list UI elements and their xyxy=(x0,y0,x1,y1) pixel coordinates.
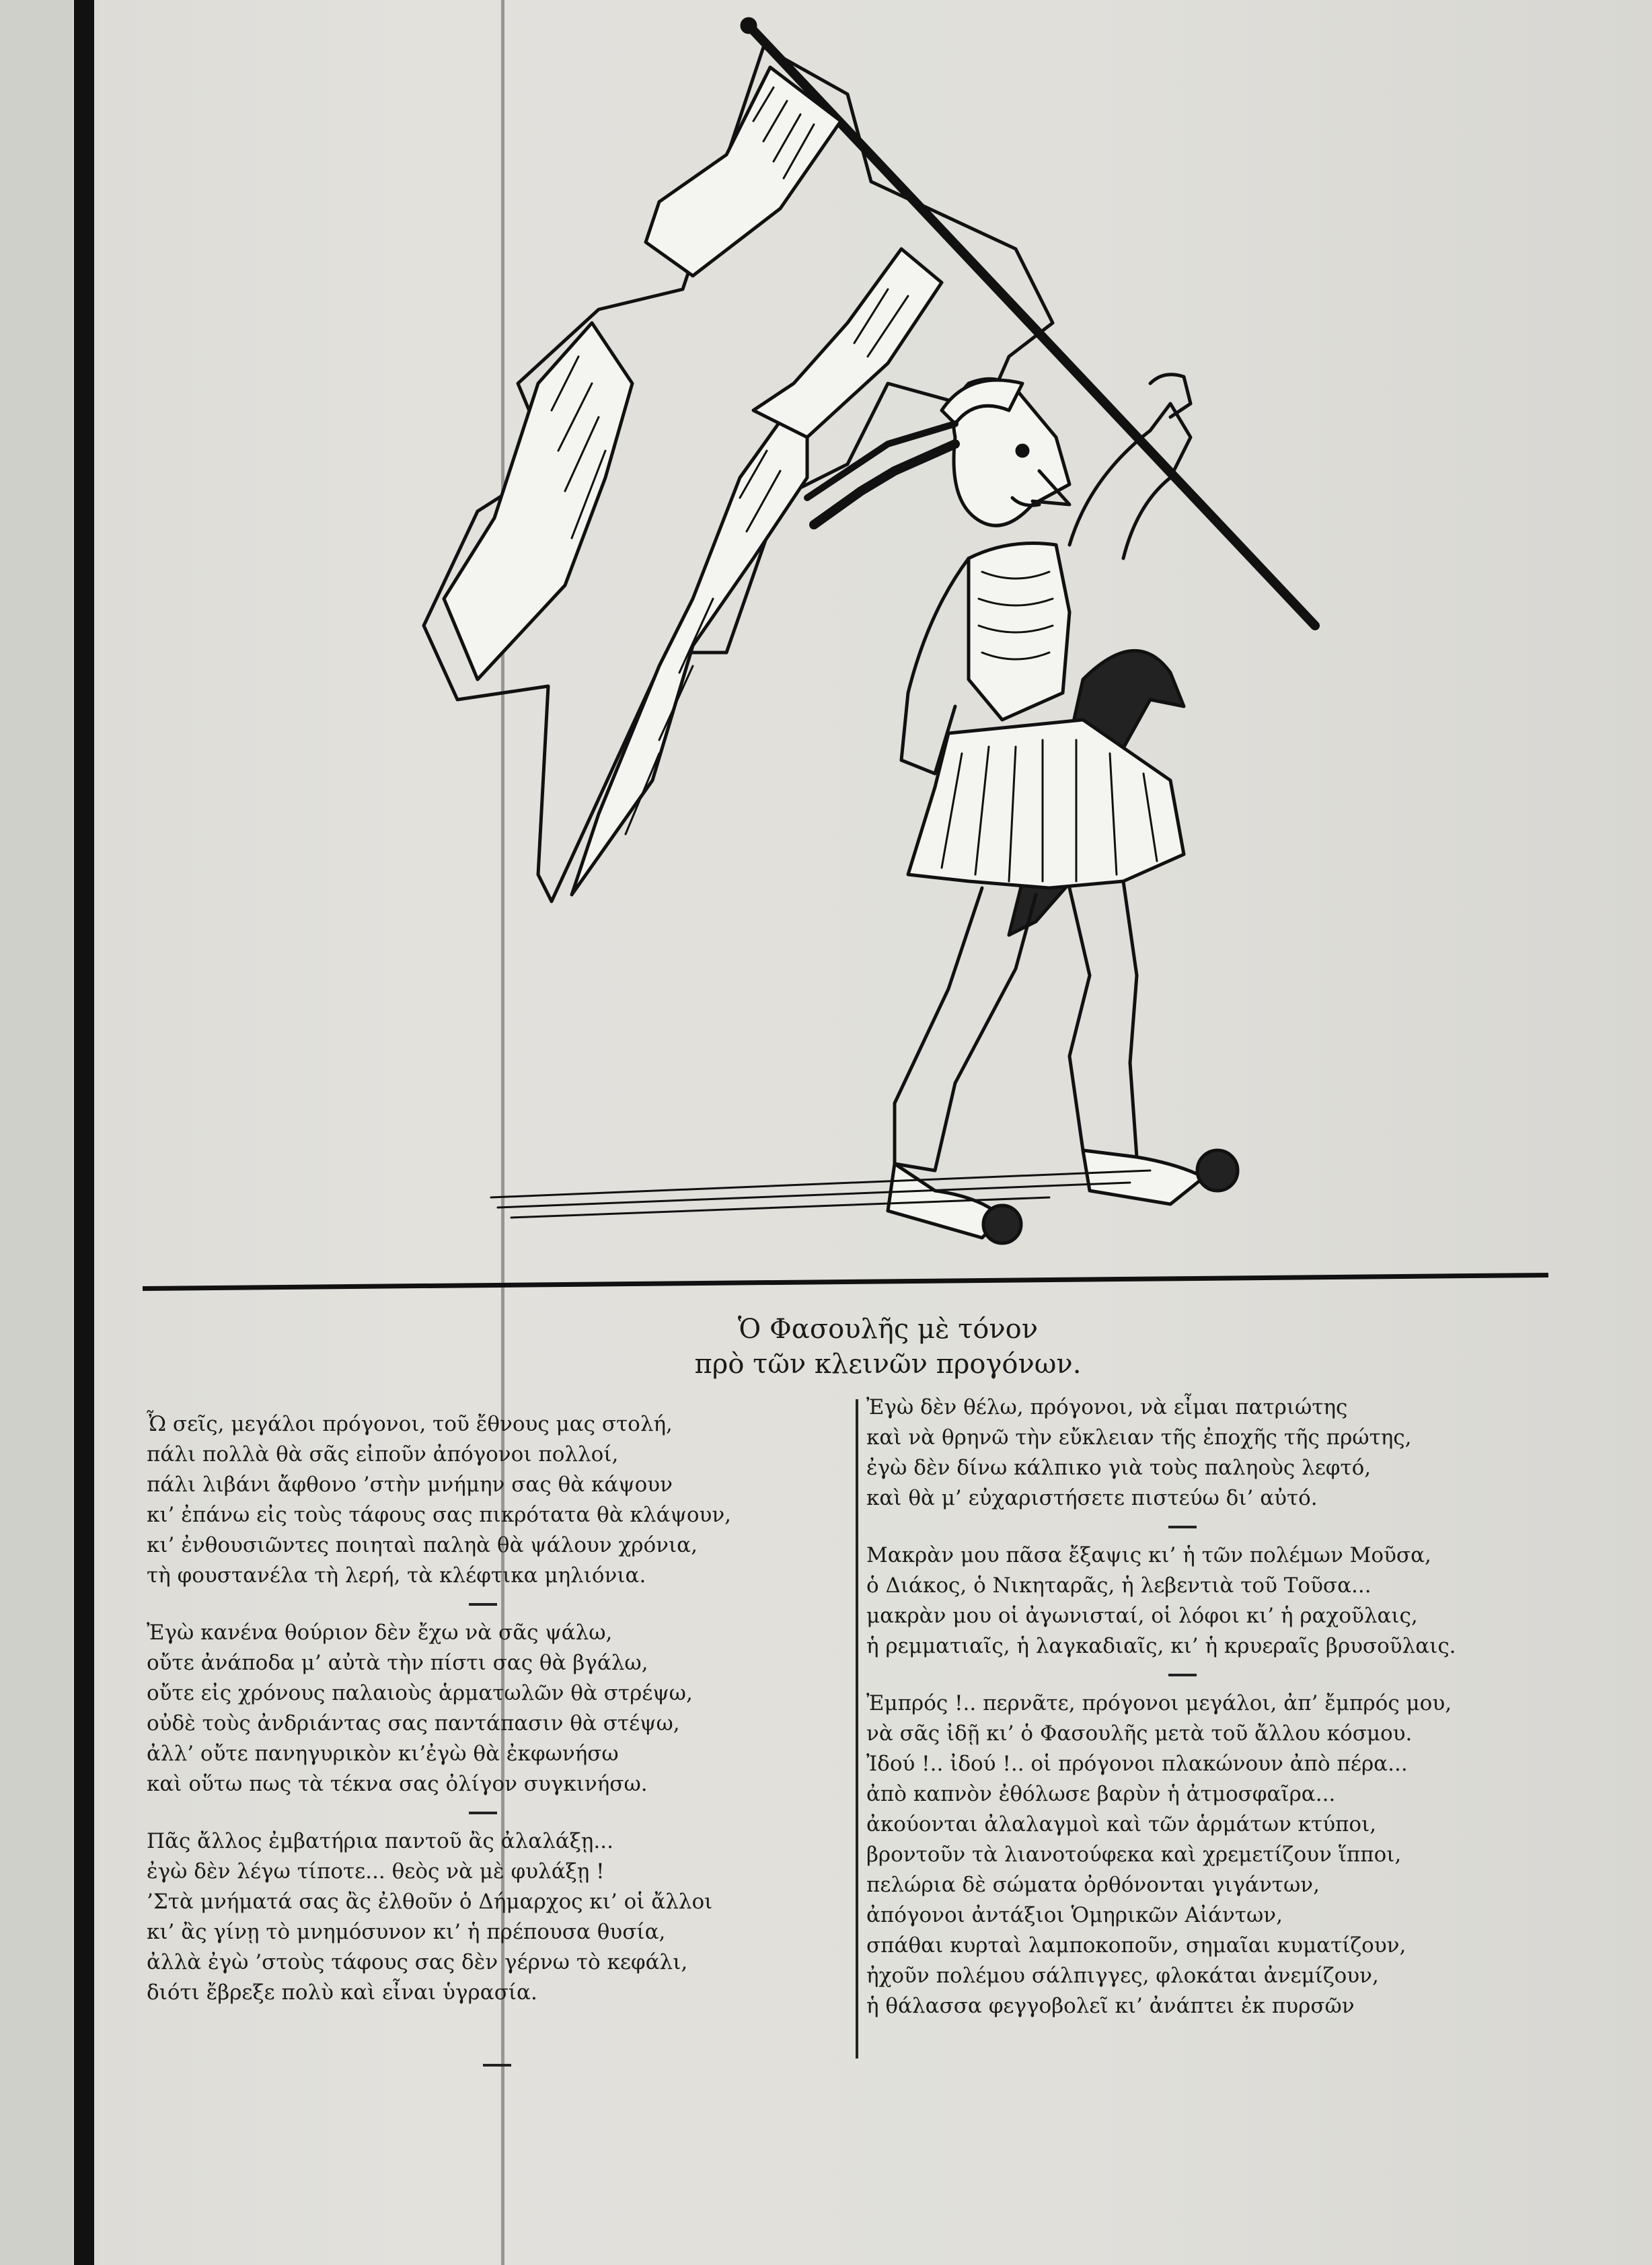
verse-line: τὴ φουστανέλα τὴ λερή, τὰ κλέφτικα μηλιόνια. xyxy=(147,1563,646,1588)
verse-line: Ἐγὼ κανένα θούριον δὲν ἔχω νὰ σᾶς ψάλω, xyxy=(147,1621,613,1645)
verse-line: Ἰδού !.. ἰδού !.. οἱ πρόγονοι πλακώνουν ἀπὸ πέρα... xyxy=(866,1752,1408,1776)
verse-line: πάλι λιβάνι ἄφθονο ’στὴν μνήμην σας θὰ κάψουν xyxy=(147,1473,673,1497)
stanza xyxy=(866,1393,1499,1514)
verse-line: ὁ Διάκος, ὁ Νικηταρᾶς, ἡ λεβεντιὰ τοῦ Τοῦσα... xyxy=(866,1573,1372,1598)
verse-line: ’Στὰ μνήματά σας ἂς ἐλθοῦν ὁ Δήμαρχος κι’ οἱ ἄλλοι xyxy=(147,1890,713,1914)
section-rule xyxy=(143,1273,1548,1291)
fustanella xyxy=(908,720,1184,888)
verse-line: οὔτε εἰς χρόνους παλαιοὺς ἁρματωλῶν θὰ στρέψω, xyxy=(147,1681,693,1705)
verse-line: ἐγὼ δὲν λέγω τίποτε... θεὸς νὰ μὲ φυλάξῃ ! xyxy=(147,1859,605,1884)
verse-line: διότι ἔβρεξε πολὺ καὶ εἶναι ὑγρασία. xyxy=(147,1980,537,2005)
tsarouchi-right xyxy=(1083,1150,1204,1204)
caption xyxy=(592,1312,1184,1382)
stanza-separator xyxy=(866,1662,1499,1688)
verse-line: Ἐγὼ δὲν θέλω, πρόγονοι, νὰ εἶμαι πατριώτης xyxy=(866,1395,1348,1419)
verse-line: ἀπόγονοι ἀντάξιοι Ὁμηρικῶν Αἰάντων, xyxy=(866,1903,1283,1927)
poem-left-column xyxy=(147,1409,819,2008)
verse-line: Ἐμπρός !.. περνᾶτε, πρόγονοι μεγάλοι, ἀπ’ ἔμπρός μου, xyxy=(866,1691,1452,1715)
verse-line: οὐδὲ τοὺς ἀνδριάντας σας παντάπασιν θὰ στέψω, xyxy=(147,1711,680,1736)
verse-line: σπάθαι κυρταὶ λαμποκοποῦν, σημαῖαι κυματίζουν, xyxy=(866,1933,1406,1958)
verse-line: καὶ οὕτω πως τὰ τέκνα σας ὀλίγον συγκινήσω. xyxy=(147,1772,648,1796)
caption-line-2: πρὸ τῶν κλεινῶν προγόνων. xyxy=(694,1349,1082,1380)
column-divider xyxy=(856,1399,858,2058)
verse-line: ἡ θάλασσα φεγγοβολεῖ κι’ ἀνάπτει ἐκ πυρσῶν xyxy=(866,1994,1355,2018)
poem-right-column xyxy=(866,1393,1499,2021)
stanza xyxy=(866,1688,1499,2021)
verse-line: ἀκούονται ἀλαλαγμοὶ καὶ τῶν ἁρμάτων κτύποι, xyxy=(866,1812,1377,1836)
stanza-separator xyxy=(147,1799,819,1826)
verse-line: κι’ ἐνθουσιῶντες ποιηταὶ παληὰ θὰ ψάλουν χρόνια, xyxy=(147,1533,698,1557)
verse-line: καὶ θὰ μ’ εὐχαριστήσετε πιστεύω δι’ αὐτό. xyxy=(866,1486,1318,1510)
verse-line: Πᾶς ἄλλος ἐμβατήρια παντοῦ ἂς ἀλαλάξῃ... xyxy=(147,1829,613,1853)
verse-line: ἀπὸ καπνὸν ἐθόλωσε βαρὺν ἡ ἀτμοσφαῖρα... xyxy=(866,1782,1336,1806)
verse-line: νὰ σᾶς ἰδῇ κι’ ὁ Φασουλῆς μετὰ τοῦ ἄλλου κόσμου. xyxy=(866,1721,1413,1746)
verse-line: μακρὰν μου οἱ ἀγωνισταί, οἱ λόφοι κι’ ἡ ραχοῦλαις, xyxy=(866,1604,1418,1628)
fasoulis-flag-illustration xyxy=(377,7,1345,1265)
verse-line: κι’ ἂς γίνῃ τὸ μνημόσυνον κι’ ἡ πρέπουσα θυσία, xyxy=(147,1920,666,1944)
verse-line: πελώρια δὲ σώματα ὀρθόνονται γιγάντων, xyxy=(866,1873,1320,1897)
verse-line: πάλι πολλὰ θὰ σᾶς εἰποῦν ἀπόγονοι πολλοί, xyxy=(147,1442,619,1466)
verse-line: οὔτε ἀνάποδα μ’ αὐτὰ τὴν πίστι σας θὰ βγάλω, xyxy=(147,1651,648,1675)
verse-line: Μακρὰν μου πᾶσα ἔξαψις κι’ ἡ τῶν πολέμων Μοῦσα, xyxy=(866,1543,1431,1567)
stanza xyxy=(866,1540,1499,1662)
stanza-separator xyxy=(147,1591,819,1618)
verse-line: ἡ ρεμματιαῖς, ἡ λαγκαδιαῖς, κι’ ἡ κρυεραῖς βρυσοῦλαις. xyxy=(866,1634,1456,1658)
verse-line: ἀλλὰ ἐγὼ ’στοὺς τάφους σας δὲν γέρνω τὸ κεφάλι, xyxy=(147,1950,688,1974)
binding-gutter xyxy=(74,0,94,2265)
verse-line: ἀλλ’ οὔτε πανηγυρικὸν κι’ἐγὼ θὰ ἐκφωνήσω xyxy=(147,1742,619,1766)
stanza xyxy=(147,1409,819,1591)
caption-line-1: Ὁ Φασουλῆς μὲ τόνον xyxy=(737,1314,1039,1345)
verse-line: κι’ ἐπάνω εἰς τοὺς τάφους σας πικρότατα θὰ κλάψουν, xyxy=(147,1503,732,1527)
verse-line: ἠχοῦν πολέμου σάλπιγγες, φλοκάται ἀνεμίζουν, xyxy=(866,1964,1379,1988)
verse-line: Ὦ σεῖς, μεγάλοι πρόγονοι, τοῦ ἔθνους μας στολή, xyxy=(147,1412,673,1436)
stanza xyxy=(147,1618,819,1799)
stanza xyxy=(147,1826,819,2008)
verse-line: καὶ νὰ θρηνῶ τὴν εὔκλειαν τῆς ἐποχῆς τῆς πρώτης, xyxy=(866,1425,1412,1450)
verse-line: ἐγὼ δὲν δίνω κάλπικο γιὰ τοὺς παληοὺς λεφτό, xyxy=(866,1456,1372,1480)
verse-line: βροντοῦν τὰ λιανοτούφεκα καὶ χρεμετίζουν ἵπποι, xyxy=(866,1843,1402,1867)
end-separator xyxy=(483,2064,511,2067)
previous-page-edge xyxy=(0,0,73,2265)
stanza-separator xyxy=(866,1514,1499,1540)
